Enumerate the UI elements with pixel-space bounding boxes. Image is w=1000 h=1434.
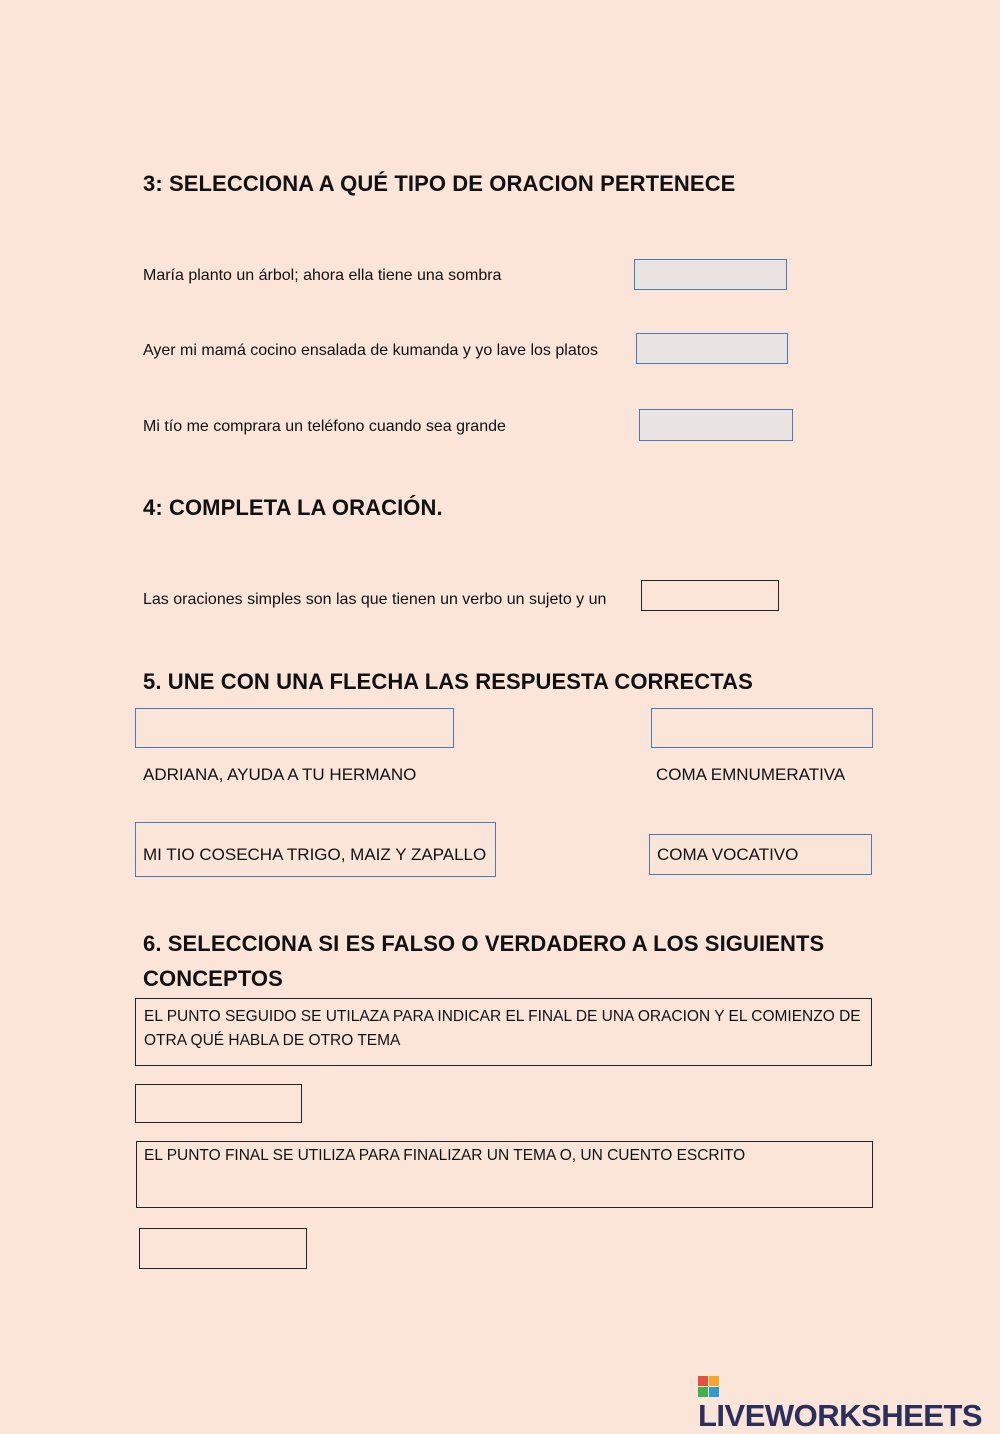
match-left-1: ADRIANA, AYUDA A TU HERMANO (143, 765, 417, 784)
statement-1 (135, 998, 872, 1066)
sentence-1-type-select[interactable] (634, 259, 787, 290)
sentence-2-type-select[interactable] (636, 333, 788, 364)
match-right-answer-1[interactable] (651, 708, 873, 748)
statement-1-answer-select[interactable] (135, 1084, 302, 1123)
sentence-3: Mi tío me comprara un teléfono cuando sea grande (143, 418, 506, 435)
complete-sentence-input[interactable] (641, 580, 779, 611)
section-6-heading-line-1: 6. SELECCIONA SI ES FALSO O VERDADERO A LOS SIGUIENTS (143, 931, 825, 956)
complete-sentence: Las oraciones simples son las que tienen un verbo un sujeto y un (143, 591, 607, 608)
match-right-1: COMA EMNUMERATIVA (656, 765, 846, 784)
sentence-1: María planto un árbol; ahora ella tiene una sombra (143, 267, 502, 284)
match-left-answer-1[interactable] (135, 708, 454, 748)
liveworksheets-logo (698, 1376, 1000, 1434)
section-3-heading: 3: SELECCIONA A QUÉ TIPO DE ORACION PERTENECE (143, 171, 736, 196)
match-right-2[interactable] (649, 834, 872, 875)
liveworksheets-logo-icon (698, 1376, 720, 1398)
section-4-heading: 4: COMPLETA LA ORACIÓN. (143, 495, 443, 520)
match-right-2-label: COMA VOCATIVO (657, 845, 799, 864)
section-6-heading (143, 926, 824, 996)
sentence-3-type-select[interactable] (639, 409, 793, 441)
statement-1-text: EL PUNTO SEGUIDO SE UTILAZA PARA INDICAR EL FINAL DE UNA ORACION Y EL COMIENZO DE OTRA QUÉ HABLA DE OTRO TEMA (144, 1008, 861, 1049)
section-5-heading: 5. UNE CON UNA FLECHA LAS RESPUESTA CORRECTAS (143, 669, 753, 694)
match-left-2-label: MI TIO COSECHA TRIGO, MAIZ Y ZAPALLO (143, 845, 487, 864)
statement-2-text: EL PUNTO FINAL SE UTILIZA PARA FINALIZAR UN TEMA O, UN CUENTO ESCRITO (144, 1147, 746, 1164)
section-6-heading-line-2: CONCEPTOS (143, 966, 283, 991)
match-left-2[interactable] (135, 822, 496, 877)
statement-2 (136, 1141, 873, 1208)
sentence-2: Ayer mi mamá cocino ensalada de kumanda y yo lave los platos (143, 342, 599, 359)
liveworksheets-brand: LIVEWORKSHEETS (698, 1398, 983, 1433)
statement-2-answer-select[interactable] (139, 1228, 307, 1269)
